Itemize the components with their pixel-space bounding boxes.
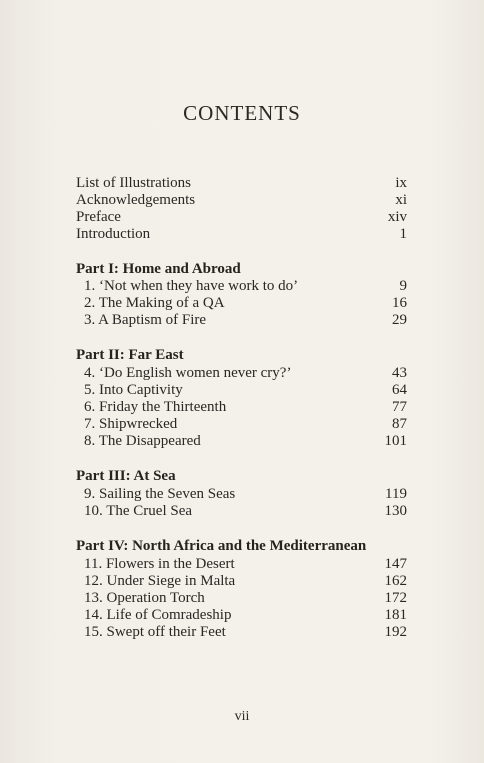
toc-entry-page: 16 (392, 295, 407, 311)
toc-chapter-13 (76, 589, 407, 607)
toc-entry-label: 1. ‘Not when they have work to do’ (84, 278, 299, 294)
toc-entry-label: 8. The Disappeared (84, 433, 201, 449)
toc-entry-page: 9 (399, 278, 407, 294)
toc-entry-label: 4. ‘Do English women never cry?’ (84, 365, 292, 381)
toc-entry-preface (76, 208, 407, 226)
toc-entry-label: 13. Operation Torch (84, 590, 205, 606)
toc-entry-label: List of Illustrations (76, 175, 191, 191)
toc-chapter-1 (76, 277, 407, 295)
toc-entry-introduction (76, 225, 407, 243)
toc-entry-label: 6. Friday the Thirteenth (84, 399, 227, 415)
toc-chapter-8 (76, 432, 407, 450)
toc-entry-page: 130 (384, 503, 407, 519)
toc-entry-page: 162 (384, 573, 407, 589)
toc-entry-page: 172 (384, 590, 407, 606)
toc-entry-label: 12. Under Siege in Malta (84, 573, 236, 589)
toc-chapter-14 (76, 606, 407, 624)
toc-chapter-15 (76, 623, 407, 641)
toc-entry-page: xiv (387, 209, 407, 225)
toc-entry-label: 2. The Making of a QA (84, 295, 225, 311)
toc-entry-label: 15. Swept off their Feet (84, 624, 226, 640)
toc-entry-page: 192 (384, 624, 407, 640)
toc-chapter-12 (76, 572, 407, 590)
toc-entry-page: 101 (384, 433, 407, 449)
toc-entry-page: 43 (392, 365, 407, 381)
toc-entry-page: 119 (385, 486, 407, 502)
toc-chapter-6 (76, 398, 407, 416)
page-number: vii (234, 709, 250, 724)
toc-entry-label: 11. Flowers in the Desert (84, 556, 235, 572)
toc-chapter-2 (76, 294, 407, 312)
toc-entry-page: xi (395, 192, 407, 208)
toc-entry-label: 3. A Baptism of Fire (84, 312, 207, 328)
toc-entry-list-of-illustrations (76, 174, 407, 192)
toc-chapter-11 (76, 555, 407, 573)
toc-entry-label: 14. Life of Comradeship (84, 607, 232, 623)
toc-chapter-5 (76, 381, 407, 399)
toc-entry-label: Preface (76, 209, 121, 225)
toc-entry-page: 87 (392, 416, 407, 432)
part-heading-1: Part I: Home and Abroad (76, 261, 241, 277)
toc-entry-label: Introduction (76, 226, 151, 242)
toc-entry-page: 64 (392, 382, 407, 398)
toc-entry-page: 147 (384, 556, 407, 572)
toc-entry-acknowledgements (76, 191, 407, 209)
page-title: CONTENTS (183, 101, 301, 125)
toc-entry-label: Acknowledgements (76, 192, 196, 208)
toc-entry-page: 29 (392, 312, 407, 328)
toc-entry-page: ix (395, 175, 407, 191)
toc-entry-label: 5. Into Captivity (84, 382, 183, 398)
toc-entry-page: 77 (392, 399, 407, 415)
toc-chapter-3 (76, 311, 407, 329)
toc-entry-label: 7. Shipwrecked (84, 416, 178, 432)
part-heading-2: Part II: Far East (76, 347, 184, 363)
part-heading-4: Part IV: North Africa and the Mediterranean (76, 538, 367, 554)
toc-entry-page: 1 (399, 226, 407, 242)
toc-chapter-4 (76, 364, 407, 382)
toc-entry-page: 181 (384, 607, 407, 623)
toc-chapter-9 (76, 485, 407, 503)
part-heading-3: Part III: At Sea (76, 468, 176, 484)
toc-chapter-10 (76, 502, 407, 520)
toc-chapter-7 (76, 415, 407, 433)
toc-entry-label: 10. The Cruel Sea (84, 503, 193, 519)
toc-entry-label: 9. Sailing the Seven Seas (84, 486, 236, 502)
